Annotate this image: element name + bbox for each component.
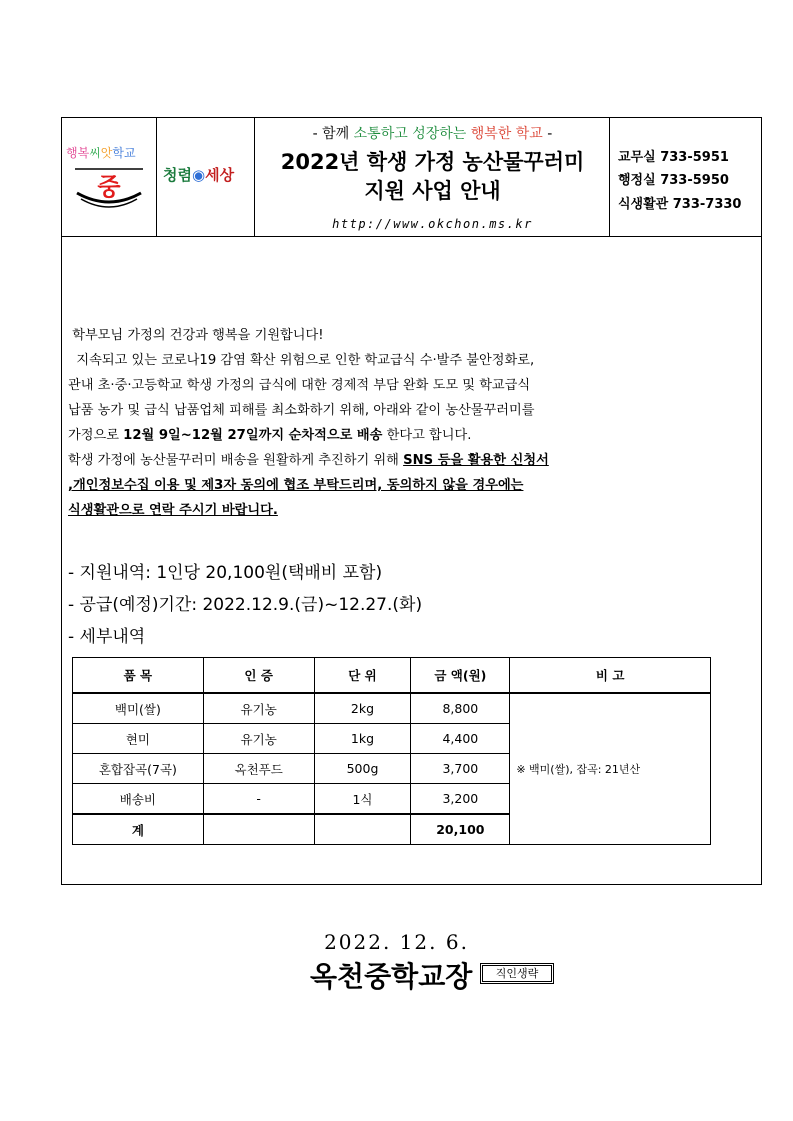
table-row: 현미 유기농 1kg 4,400 bbox=[73, 724, 711, 754]
table-row: 백미(쌀) 유기농 2kg 8,800 ※ 백미(쌀), 잡곡: 21년산 bbox=[73, 693, 711, 724]
body-line: 납품 농가 및 급식 납품업체 피해를 최소화하기 위해, 아래와 같이 농산물꾸러미를 bbox=[68, 403, 535, 418]
header-unit: 단 위 bbox=[314, 658, 411, 694]
globe-icon: ◉ bbox=[191, 166, 206, 184]
table-row: 혼합잡곡(7곡) 옥천푸드 500g 3,700 bbox=[73, 754, 711, 784]
contact-office: 교무실 733-5951 bbox=[618, 150, 729, 165]
header-note: 비 고 bbox=[510, 658, 711, 694]
body-line: 지속되고 있는 코로나19 감염 확산 위험으로 인한 학교급식 수·발주 불안정화로, bbox=[76, 353, 535, 368]
contact-cafeteria: 식생활관 733-7330 bbox=[618, 197, 742, 212]
body-line: 학생 가정에 농산물꾸러미 배송을 원활하게 추진하기 위해 SNS 등을 활용한 신청서 bbox=[68, 453, 549, 468]
details-heading: - 세부내역 bbox=[68, 627, 146, 647]
integrity-slogan bbox=[157, 118, 255, 236]
slogan-text: 청렴◉세상 bbox=[163, 166, 235, 184]
body-line: ,개인정보수집 이용 및 제3자 동의에 협조 부탁드리며, 동의하지 않을 경우에는 bbox=[68, 478, 524, 493]
table-row: 배송비 - 1식 3,200 bbox=[73, 784, 711, 815]
header-amount: 금 액(원) bbox=[411, 658, 510, 694]
details-table bbox=[72, 657, 711, 845]
emblem-character: 중 bbox=[97, 173, 121, 201]
table-note: ※ 백미(쌀), 잡곡: 21년산 bbox=[510, 693, 711, 845]
header bbox=[62, 118, 761, 237]
support-details: - 지원내역: 1인당 20,100원(택배비 포함) bbox=[68, 563, 383, 583]
body-line: 식생활관으로 연락 주시기 바랍니다. bbox=[68, 503, 278, 518]
signer: 옥천중학교장 bbox=[310, 960, 473, 993]
total-label: 계 bbox=[73, 814, 204, 845]
total-value: 20,100 bbox=[411, 814, 510, 845]
header-item: 품 목 bbox=[73, 658, 204, 694]
supply-period: - 공급(예정)기간: 2022.12.9.(금)~12.27.(화) bbox=[68, 595, 423, 615]
issue-date: 2022. 12. 6. bbox=[324, 930, 469, 954]
document-frame bbox=[61, 117, 762, 885]
school-url[interactable]: http://www.okchon.ms.kr bbox=[332, 217, 533, 231]
logo-text: 행복씨앗학교 bbox=[66, 146, 136, 160]
body-line: 가정으로 12월 9일~12월 27일까지 순차적으로 배송 한다고 합니다. bbox=[68, 428, 472, 443]
body-line: 관내 초·중·고등학교 학생 가정의 급식에 대한 경제적 부담 완화 도모 및 학교급식 bbox=[68, 378, 531, 393]
contact-admin: 행정실 733-5950 bbox=[618, 173, 729, 188]
title-block bbox=[255, 118, 610, 236]
header-certification: 인 증 bbox=[203, 658, 314, 694]
page-title: 2022년 학생 가정 농산물꾸러미 지원 사업 안내 bbox=[280, 150, 585, 203]
school-motto: - 함께 소통하고 성장하는 행복한 학교 - bbox=[312, 126, 553, 142]
school-logo bbox=[62, 118, 157, 236]
contact-info bbox=[610, 118, 761, 236]
school-emblem-icon bbox=[71, 163, 147, 211]
seal-omitted-stamp: 직인생략 bbox=[482, 965, 552, 982]
greeting: 학부모님 가정의 건강과 행복을 기원합니다! bbox=[72, 328, 324, 343]
table-header-row bbox=[73, 658, 711, 694]
